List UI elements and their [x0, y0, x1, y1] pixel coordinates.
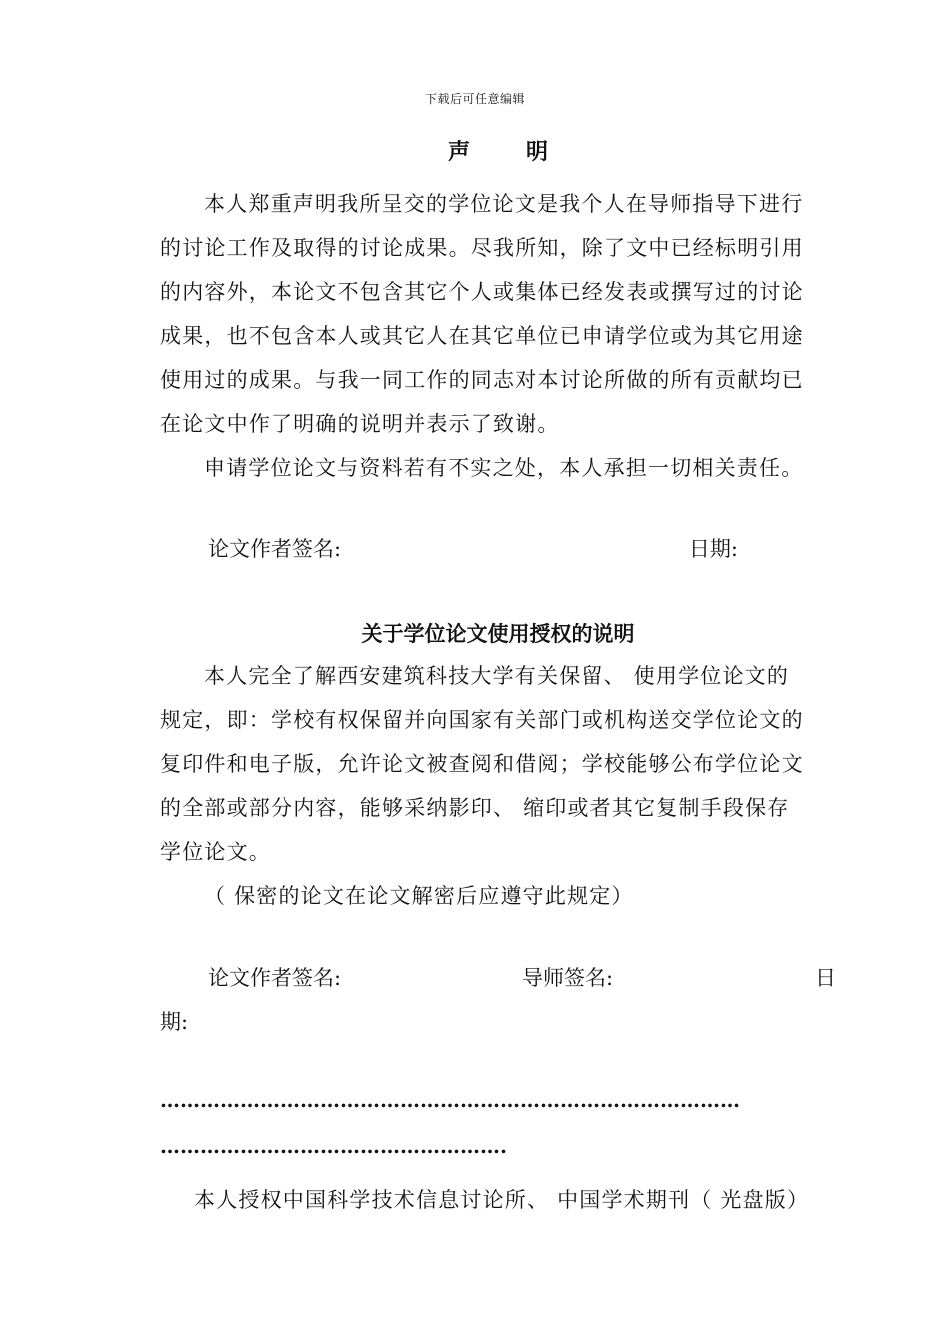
separator-dots-2: …………………………………………….: [160, 1134, 507, 1158]
declaration-line: 使用过的成果。与我一同工作的同志对本讨论所做的所有贡献均已: [160, 368, 804, 392]
final-paragraph-line: 本人授权中国科学技术信息讨论所、 中国学术期刊（ 光盘版）: [194, 1188, 810, 1212]
authorization-paragraph-1: [160, 654, 836, 918]
date-label-part-1: 日: [815, 966, 836, 990]
confidential-note: （ 保密的论文在论文解密后应遵守此规定）: [204, 884, 634, 908]
authorization-line: 规定，即：学校有权保留并向国家有关部门或机构送交学位论文的: [160, 708, 804, 732]
declaration-title-char-1: 声: [447, 139, 470, 165]
declaration-line: 的内容外，本论文不包含其它个人或集体已经发表或撰写过的讨论: [160, 280, 804, 304]
final-paragraph: [160, 1178, 836, 1222]
separator-dots-1: ……………………………………………………………………………: [160, 1088, 740, 1112]
declaration-paragraph-2: 申请学位论文与资料若有不实之处，本人承担一切相关责任。: [204, 456, 804, 480]
authorization-line: 本人完全了解西安建筑科技大学有关保留、 使用学位论文的: [204, 664, 790, 688]
declaration-paragraph-1: [160, 182, 836, 490]
declaration-line: 的讨论工作及取得的讨论成果。尽我所知，除了文中已经标明引用: [160, 236, 804, 260]
declaration-title: [160, 135, 836, 166]
header-note: 下载后可任意编辑: [424, 92, 525, 106]
date-label-part-2: 期:: [160, 1010, 189, 1034]
author-signature-label: 论文作者签名:: [208, 537, 342, 561]
authorization-line: 的全部或部分内容，能够采纳影印、 缩印或者其它复制手段保存: [160, 796, 790, 820]
declaration-line: 在论文中作了明确的说明并表示了致谢。: [160, 412, 560, 436]
authorization-line: 复印件和电子版，允许论文被查阅和借阅；学校能够公布学位论文: [160, 752, 804, 776]
authorization-title: 关于学位论文使用授权的说明: [361, 621, 635, 646]
declaration-line: 本人郑重声明我所呈交的学位论文是我个人在导师指导下进行: [204, 192, 804, 216]
advisor-signature-label: 导师签名:: [522, 966, 614, 990]
declaration-signature-row: [160, 533, 836, 565]
authorization-line: 学位论文。: [160, 840, 271, 864]
declaration-title-char-2: 明: [526, 139, 549, 165]
authorization-signature-row: [160, 962, 836, 994]
declaration-line: 成果，也不包含本人或其它人在其它单位已申请学位或为其它用途: [160, 324, 804, 348]
authorization-date-row: [160, 1006, 836, 1038]
author-signature-label: 论文作者签名:: [208, 966, 342, 990]
date-label: 日期:: [688, 537, 738, 561]
